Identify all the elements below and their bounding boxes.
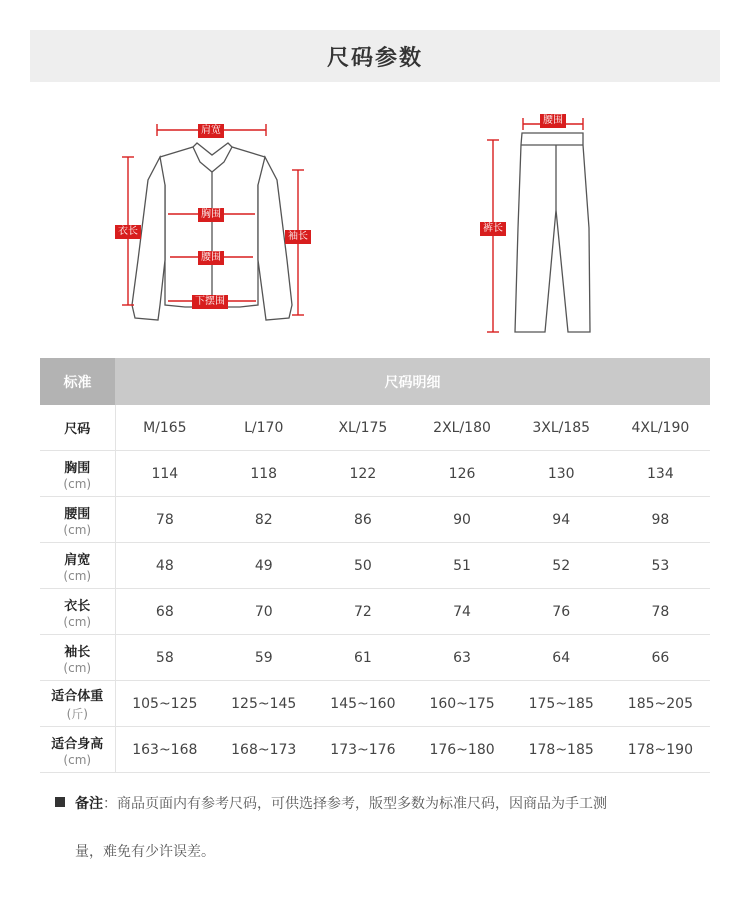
table-cell: 70 (214, 589, 313, 635)
row-label: 腰围 (cm) (40, 497, 115, 543)
table-cell: 86 (313, 497, 412, 543)
table-cell: 122 (313, 451, 412, 497)
table-cell: 61 (313, 635, 412, 681)
size-cell: XL/175 (313, 405, 412, 451)
row-label: 适合体重 (斤) (40, 681, 115, 727)
table-cell: 52 (512, 543, 611, 589)
table-cell: 145~160 (313, 681, 412, 727)
table-cell: 163~168 (115, 727, 214, 773)
table-cell: 134 (611, 451, 710, 497)
table-cell: 68 (115, 589, 214, 635)
header-std: 标准 (40, 358, 115, 405)
table-cell: 50 (313, 543, 412, 589)
pants-waist-label: 腰围 (540, 114, 566, 128)
sleeve-label: 袖长 (285, 230, 311, 244)
table-row (40, 589, 710, 635)
page-title: 尺码参数 (326, 45, 423, 71)
size-cell: 3XL/185 (512, 405, 611, 451)
chest-label: 胸围 (198, 208, 224, 222)
row-label: 胸围 (cm) (40, 451, 115, 497)
table-cell: 90 (412, 497, 511, 543)
size-table (40, 358, 710, 773)
table-cell: 58 (115, 635, 214, 681)
row-label: 衣长 (cm) (40, 589, 115, 635)
size-diagram (0, 100, 750, 350)
table-cell: 114 (115, 451, 214, 497)
title-bar (30, 30, 720, 82)
length-label: 衣长 (115, 225, 141, 239)
table-cell: 78 (611, 589, 710, 635)
table-cell: 59 (214, 635, 313, 681)
shirt-illustration (0, 100, 750, 350)
table-cell: 94 (512, 497, 611, 543)
table-cell: 130 (512, 451, 611, 497)
table-cell: 51 (412, 543, 511, 589)
size-cell: 2XL/180 (412, 405, 511, 451)
table-cell: 49 (214, 543, 313, 589)
table-cell: 168~173 (214, 727, 313, 773)
table-cell: 72 (313, 589, 412, 635)
row-label: 适合身高 (cm) (40, 727, 115, 773)
table-cell: 175~185 (512, 681, 611, 727)
table-cell: 178~185 (512, 727, 611, 773)
row-label: 尺码 (40, 405, 115, 451)
size-row (40, 405, 710, 451)
table-cell: 66 (611, 635, 710, 681)
hem-label: 下摆围 (192, 295, 228, 309)
note (55, 792, 715, 860)
table-row (40, 543, 710, 589)
table-row (40, 451, 710, 497)
note-text-line1: ：商品页面内有参考尺码，可供选择参考，版型多数为标准尺码，因商品为手工测 (103, 796, 607, 812)
size-cell: M/165 (115, 405, 214, 451)
pants-length-label: 裤长 (480, 222, 506, 236)
table-row (40, 635, 710, 681)
size-cell: 4XL/190 (611, 405, 710, 451)
table-cell: 78 (115, 497, 214, 543)
row-label: 袖长 (cm) (40, 635, 115, 681)
shoulder-label: 肩宽 (198, 124, 224, 138)
table-cell: 98 (611, 497, 710, 543)
table-cell: 64 (512, 635, 611, 681)
table-row (40, 727, 710, 773)
waist-label: 腰围 (198, 251, 224, 265)
table-cell: 173~176 (313, 727, 412, 773)
note-text-line2: 量，难免有少许误差。 (75, 844, 215, 860)
table-cell: 125~145 (214, 681, 313, 727)
note-label: 备注 (75, 796, 103, 812)
table-row (40, 681, 710, 727)
header-detail: 尺码明细 (115, 358, 710, 405)
table-cell: 160~175 (412, 681, 511, 727)
table-cell: 185~205 (611, 681, 710, 727)
table-cell: 63 (412, 635, 511, 681)
table-cell: 82 (214, 497, 313, 543)
table-row (40, 497, 710, 543)
bullet-square-icon (55, 797, 65, 807)
size-cell: L/170 (214, 405, 313, 451)
table-cell: 126 (412, 451, 511, 497)
table-cell: 48 (115, 543, 214, 589)
row-label: 肩宽 (cm) (40, 543, 115, 589)
table-cell: 176~180 (412, 727, 511, 773)
table-cell: 76 (512, 589, 611, 635)
table-cell: 105~125 (115, 681, 214, 727)
table-cell: 118 (214, 451, 313, 497)
table-cell: 74 (412, 589, 511, 635)
table-cell: 178~190 (611, 727, 710, 773)
table-cell: 53 (611, 543, 710, 589)
